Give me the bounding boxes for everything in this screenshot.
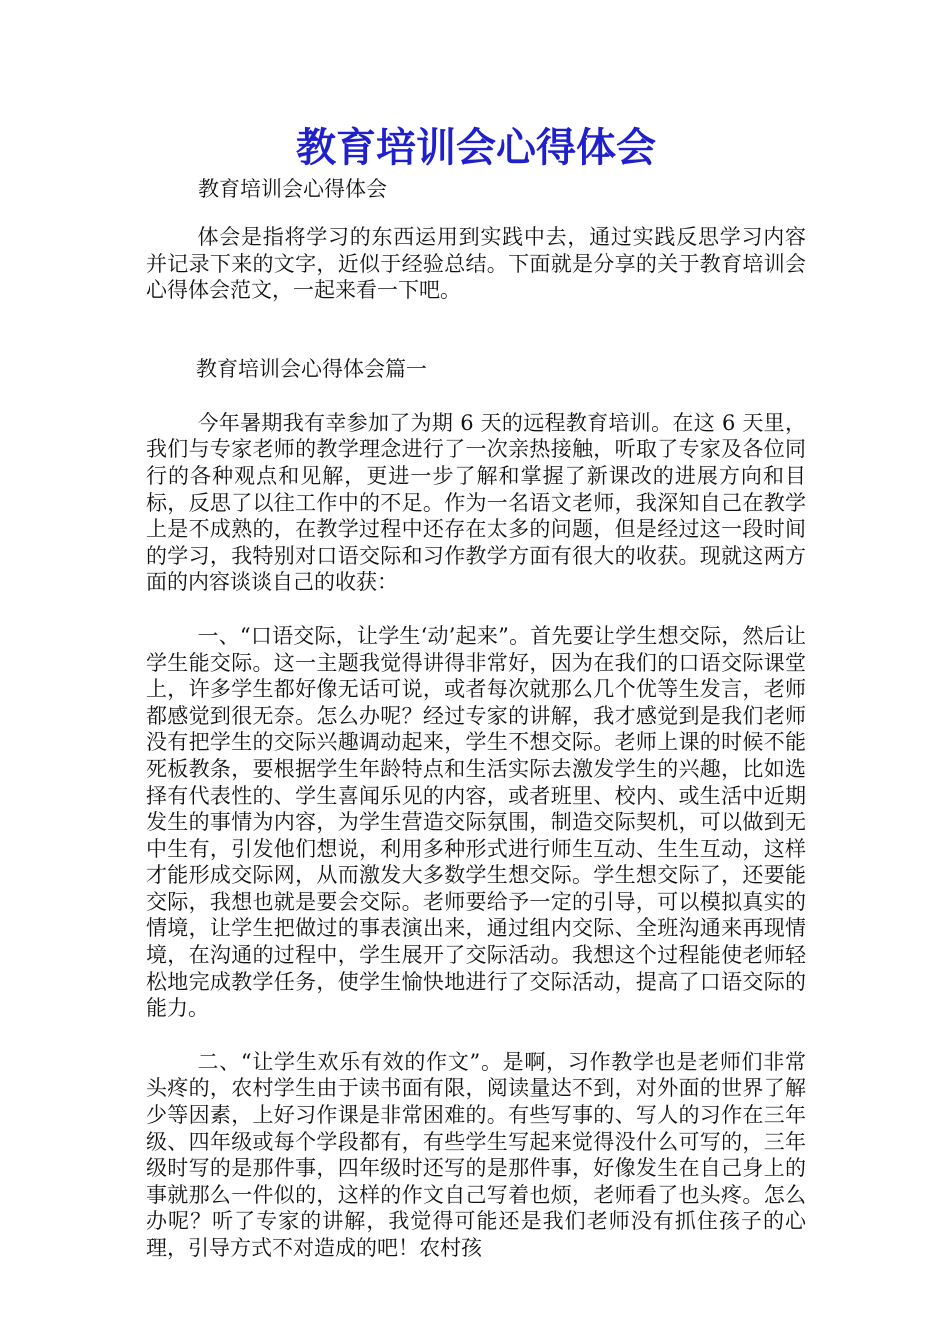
section-heading: 教育培训会心得体会篇一 xyxy=(196,356,427,381)
body-paragraph-1: 今年暑期我有幸参加了为期 6 天的远程教育培训。在这 6 天里，我们与专家老师的教学理念进行了一次亲热接触，听取了专家及各位同行的各种观点和见解，更进一步了解和掌握了新课改的进展方向和目标，反思了以往工作中的不足。作为一名语文老师，我深知自己在教学上是不成熟的，在教学过程中还存在太多的问题，但是经过这一段时间的学习，我特别对口语交际和习作教学方面有很大的收获。现就这两方面的内容谈谈自己的收获： xyxy=(146,410,806,595)
body-paragraph-3: 二、“让学生欢乐有效的作文”。是啊，习作教学也是老师们非常头疼的，农村学生由于读书面有限，阅读量达不到，对外面的世界了解少等因素，上好习作课是非常困难的。有些写事的、写人的习作在三年级、四年级或每个学段都有，有些学生写起来觉得没什么可写的，三年级时写的是那件事，四年级时还写的是那件事，好像发生在自己身上的事就那么一件似的，这样的作文自己写着也烦，老师看了也头疼。怎么办呢？听了专家的讲解，我觉得可能还是我们老师没有抓住孩子的心理，引导方式不对造成的吧！农村孩 xyxy=(146,1049,806,1260)
body-paragraph-2: 一、“口语交际，让学生‘动’起来”。首先要让学生想交际，然后让学生能交际。这一主题我觉得讲得非常好，因为在我们的口语交际课堂上，许多学生都好像无话可说，或者每次就那么几个优等生发言，老师都感觉到很无奈。怎么办呢？经过专家的讲解，我才感觉到是我们老师没有把学生的交际兴趣调动起来，学生不想交际。老师上课的时候不能死板教条，要根据学生年龄特点和生活实际去激发学生的兴趣，比如选择有代表性的、学生喜闻乐见的内容，或者班里、校内、或生活中近期发生的事情为内容，为学生营造交际氛围，制造交际契机，可以做到无中生有，引发他们想说，利用多种形式进行师生互动、生生互动，这样才能形成交际网，从而激发大多数学生想交际。学生想交际了，还要能交际，我想也就是要会交际。老师要给予一定的引导，可以模拟真实的情境，让学生把做过的事表演出来，通过组内交际、全班沟通来再现情境，在沟通的过程中，学生展开了交际活动。我想这个过程能使老师轻松地完成教学任务，使学生愉快地进行了交际活动，提高了口语交际的能力。 xyxy=(146,623,806,1021)
document-subtitle: 教育培训会心得体会 xyxy=(198,177,387,201)
document-title: 教育培训会心得体会 xyxy=(296,124,656,171)
document-page xyxy=(146,122,806,1289)
intro-paragraph: 体会是指将学习的东西运用到实践中去，通过实践反思学习内容并记录下来的文字，近似于经验总结。下面就是分享的关于教育培训会心得体会范文，一起来看一下吧。 xyxy=(146,225,806,303)
